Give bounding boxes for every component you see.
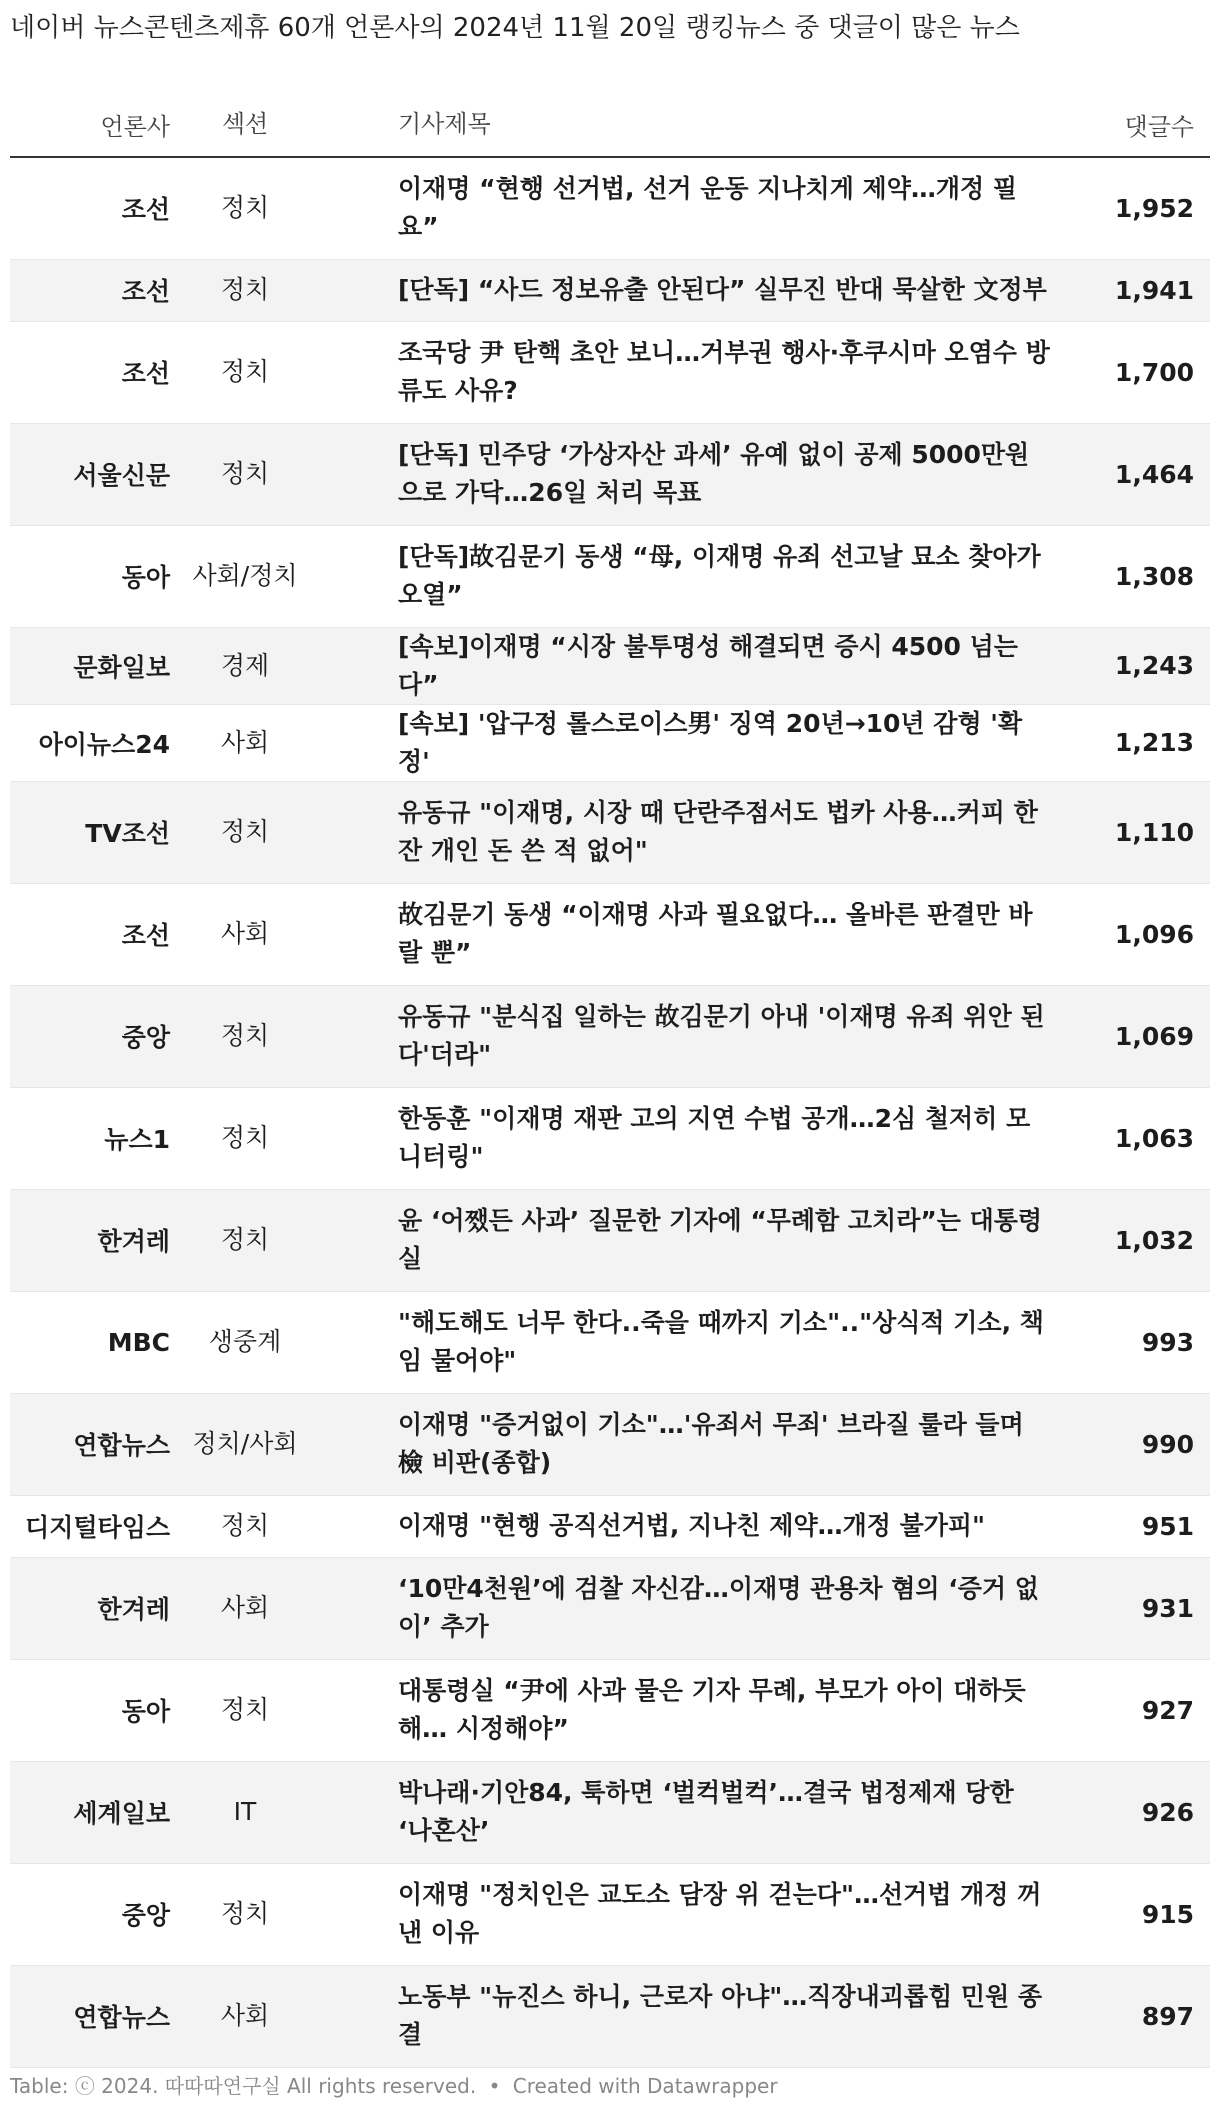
cell-comments: 927: [1070, 1659, 1210, 1761]
table-row: [10, 883, 1210, 985]
cell-publisher: 조선: [10, 883, 170, 985]
cell-section: 사회: [170, 883, 320, 985]
cell-publisher: 디지털타임스: [10, 1495, 170, 1557]
cell-headline: 유동규 "이재명, 시장 때 단란주점서도 법카 사용…커피 한 잔 개인 돈 쓴 적 없어": [320, 781, 1070, 883]
cell-headline: 노동부 "뉴진스 하니, 근로자 아냐"…직장내괴롭힘 민원 종결: [320, 1965, 1070, 2067]
footer-source: Table: ⓒ 2024. 따따따연구실 All rights reserved.: [10, 2074, 477, 2098]
table-row: [10, 423, 1210, 525]
cell-headline: 이재명 “현행 선거법, 선거 운동 지나치게 제약…개정 필요”: [320, 157, 1070, 259]
cell-publisher: 세계일보: [10, 1761, 170, 1863]
table-row: [10, 1291, 1210, 1393]
cell-section: 경제: [170, 627, 320, 704]
cell-publisher: 조선: [10, 259, 170, 321]
cell-comments: 915: [1070, 1863, 1210, 1965]
cell-publisher: 연합뉴스: [10, 1965, 170, 2067]
table-row: [10, 1495, 1210, 1557]
cell-comments: 993: [1070, 1291, 1210, 1393]
column-header-publisher[interactable]: 언론사: [10, 92, 170, 157]
cell-headline: [단독]故김문기 동생 “母, 이재명 유죄 선고날 묘소 찾아가 오열”: [320, 525, 1070, 627]
cell-section: 정치/사회: [170, 1393, 320, 1495]
cell-comments: 931: [1070, 1557, 1210, 1659]
cell-section: 사회: [170, 704, 320, 781]
table-row: [10, 627, 1210, 704]
table-row: [10, 1761, 1210, 1863]
cell-headline: 유동규 "분식집 일하는 故김문기 아내 '이재명 유죄 위안 된다'더라": [320, 985, 1070, 1087]
cell-publisher: 서울신문: [10, 423, 170, 525]
table-row: [10, 1659, 1210, 1761]
cell-comments: 1,032: [1070, 1189, 1210, 1291]
footer-separator: •: [488, 2074, 501, 2098]
table-row: [10, 704, 1210, 781]
cell-section: 정치: [170, 259, 320, 321]
cell-headline: [단독] 민주당 ‘가상자산 과세’ 유예 없이 공제 5000만원으로 가닥…26일 처리 목표: [320, 423, 1070, 525]
cell-publisher: 조선: [10, 321, 170, 423]
cell-comments: 1,063: [1070, 1087, 1210, 1189]
cell-headline: [속보] '압구정 롤스로이스男' 징역 20년→10년 감형 '확정': [320, 704, 1070, 781]
cell-headline: 한동훈 "이재명 재판 고의 지연 수법 공개…2심 철저히 모니터링": [320, 1087, 1070, 1189]
cell-section: 정치: [170, 1495, 320, 1557]
cell-section: 생중계: [170, 1291, 320, 1393]
table-row: [10, 1189, 1210, 1291]
cell-comments: 926: [1070, 1761, 1210, 1863]
cell-publisher: 한겨레: [10, 1557, 170, 1659]
cell-comments: 1,243: [1070, 627, 1210, 704]
cell-section: IT: [170, 1761, 320, 1863]
table-row: [10, 525, 1210, 627]
cell-comments: 1,213: [1070, 704, 1210, 781]
cell-comments: 1,110: [1070, 781, 1210, 883]
cell-section: 사회: [170, 1965, 320, 2067]
cell-comments: 897: [1070, 1965, 1210, 2067]
table-header-row: [10, 92, 1210, 157]
cell-headline: 박나래·기안84, 툭하면 ‘벌컥벌컥’…결국 법정제재 당한 ‘나혼산’: [320, 1761, 1070, 1863]
column-header-section[interactable]: 섹션: [170, 92, 320, 157]
table-row: [10, 1087, 1210, 1189]
table-row: [10, 1557, 1210, 1659]
table-row: [10, 781, 1210, 883]
table-row: [10, 157, 1210, 259]
cell-section: 정치: [170, 1863, 320, 1965]
table-row: [10, 259, 1210, 321]
cell-comments: 1,069: [1070, 985, 1210, 1087]
cell-headline: 이재명 "현행 공직선거법, 지나친 제약…개정 불가피": [320, 1495, 1070, 1557]
cell-section: 정치: [170, 321, 320, 423]
cell-comments: 1,464: [1070, 423, 1210, 525]
cell-publisher: 조선: [10, 157, 170, 259]
cell-publisher: 한겨레: [10, 1189, 170, 1291]
cell-headline: 윤 ‘어쨌든 사과’ 질문한 기자에 “무례함 고치라”는 대통령실: [320, 1189, 1070, 1291]
ranking-table: [10, 92, 1210, 2068]
cell-section: 정치: [170, 423, 320, 525]
table-row: [10, 985, 1210, 1087]
cell-publisher: 동아: [10, 1659, 170, 1761]
cell-section: 사회/정치: [170, 525, 320, 627]
cell-headline: [속보]이재명 “시장 불투명성 해결되면 증시 4500 넘는다”: [320, 627, 1070, 704]
cell-publisher: 연합뉴스: [10, 1393, 170, 1495]
cell-section: 정치: [170, 1087, 320, 1189]
column-header-comments[interactable]: 댓글수: [1070, 92, 1210, 157]
table-row: [10, 1863, 1210, 1965]
cell-section: 정치: [170, 1189, 320, 1291]
footer-credit-link[interactable]: Created with Datawrapper: [512, 2074, 778, 2098]
cell-headline: 이재명 "증거없이 기소"…'유죄서 무죄' 브라질 룰라 들며 檢 비판(종합): [320, 1393, 1070, 1495]
cell-headline: 故김문기 동생 “이재명 사과 필요없다… 올바른 판결만 바랄 뿐”: [320, 883, 1070, 985]
cell-headline: "해도해도 너무 한다..죽을 때까지 기소".."상식적 기소, 책임 물어야": [320, 1291, 1070, 1393]
table-row: [10, 1965, 1210, 2067]
cell-publisher: TV조선: [10, 781, 170, 883]
cell-comments: 1,952: [1070, 157, 1210, 259]
cell-publisher: 뉴스1: [10, 1087, 170, 1189]
cell-publisher: 문화일보: [10, 627, 170, 704]
cell-comments: 951: [1070, 1495, 1210, 1557]
cell-section: 정치: [170, 1659, 320, 1761]
cell-comments: 1,941: [1070, 259, 1210, 321]
footer: [10, 2070, 778, 2099]
cell-headline: 대통령실 “尹에 사과 물은 기자 무례, 부모가 아이 대하듯 해… 시정해야”: [320, 1659, 1070, 1761]
cell-comments: 1,308: [1070, 525, 1210, 627]
cell-headline: 조국당 尹 탄핵 초안 보니…거부권 행사·후쿠시마 오염수 방류도 사유?: [320, 321, 1070, 423]
column-header-headline[interactable]: 기사제목: [320, 92, 1070, 157]
cell-headline: [단독] “사드 정보유출 안된다” 실무진 반대 묵살한 文정부: [320, 259, 1070, 321]
cell-publisher: 동아: [10, 525, 170, 627]
cell-section: 정치: [170, 157, 320, 259]
cell-headline: 이재명 "정치인은 교도소 담장 위 걷는다"…선거법 개정 꺼낸 이유: [320, 1863, 1070, 1965]
cell-section: 정치: [170, 985, 320, 1087]
cell-publisher: MBC: [10, 1291, 170, 1393]
table-row: [10, 321, 1210, 423]
cell-section: 정치: [170, 781, 320, 883]
cell-publisher: 중앙: [10, 985, 170, 1087]
cell-comments: 990: [1070, 1393, 1210, 1495]
cell-comments: 1,700: [1070, 321, 1210, 423]
cell-publisher: 중앙: [10, 1863, 170, 1965]
table-row: [10, 1393, 1210, 1495]
cell-comments: 1,096: [1070, 883, 1210, 985]
page-title: 네이버 뉴스콘텐츠제휴 60개 언론사의 2024년 11월 20일 랭킹뉴스 중 댓글이 많은 뉴스: [10, 13, 1020, 43]
cell-headline: ‘10만4천원’에 검찰 자신감…이재명 관용차 혐의 ‘증거 없이’ 추가: [320, 1557, 1070, 1659]
cell-section: 사회: [170, 1557, 320, 1659]
cell-publisher: 아이뉴스24: [10, 704, 170, 781]
